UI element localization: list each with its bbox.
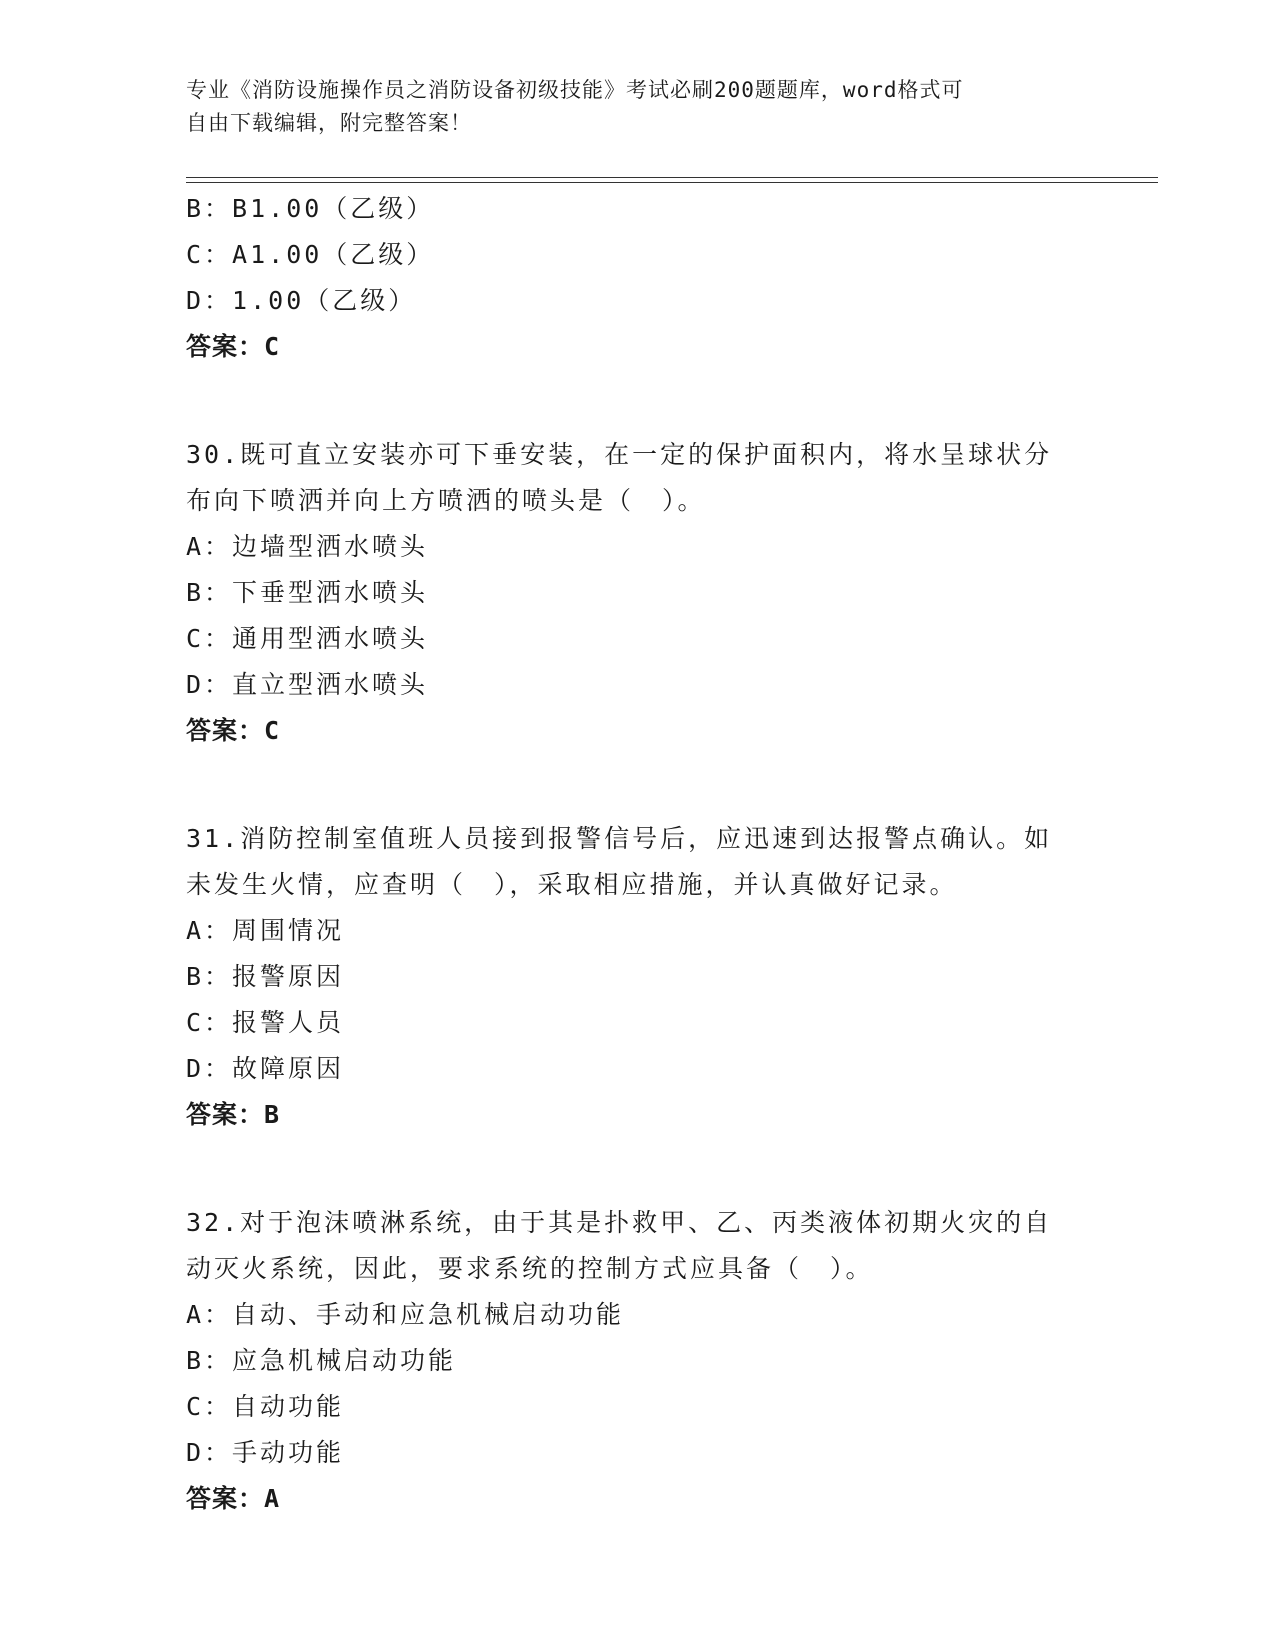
- question-30: [186, 432, 1086, 754]
- option-a: A：自动、手动和应急机械启动功能: [186, 1300, 625, 1329]
- option-c: C：通用型洒水喷头: [186, 624, 429, 653]
- option-d: D：1.00（乙级）: [186, 286, 417, 315]
- option-c: C：A1.00（乙级）: [186, 240, 435, 269]
- question-text: 30.既可直立安装亦可下垂安装，在一定的保护面积内，将水呈球状分布向下喷洒并向上方喷洒的喷头是（ ）。: [186, 440, 1053, 515]
- question-list: [186, 186, 1086, 1522]
- header-divider: [186, 177, 1158, 183]
- answer: 答案：C: [186, 716, 281, 745]
- answer: 答案：B: [186, 1100, 281, 1129]
- header-title-line1: 专业《消防设施操作员之消防设备初级技能》考试必刷200题题库，word格式可: [186, 78, 964, 102]
- question-text: 32.对于泡沫喷淋系统，由于其是扑救甲、乙、丙类液体初期火灾的自动灭火系统，因此，要求系统的控制方式应具备（ ）。: [186, 1208, 1053, 1283]
- option-b: B：应急机械启动功能: [186, 1346, 457, 1375]
- option-a: A：边墙型洒水喷头: [186, 532, 429, 561]
- page-header: [186, 74, 1086, 140]
- answer: 答案：A: [186, 1484, 281, 1513]
- option-d: D：直立型洒水喷头: [186, 670, 429, 699]
- previous-question-tail: [186, 186, 1086, 370]
- header-title-line2: 自由下载编辑，附完整答案！: [186, 111, 472, 135]
- option-b: B：下垂型洒水喷头: [186, 578, 429, 607]
- option-d: D：故障原因: [186, 1054, 345, 1083]
- option-a: A：周围情况: [186, 916, 345, 945]
- question-text: 31.消防控制室值班人员接到报警信号后，应迅速到达报警点确认。如未发生火情，应查明（ ），采取相应措施，并认真做好记录。: [186, 824, 1053, 899]
- question-32: [186, 1200, 1086, 1522]
- option-b: B：报警原因: [186, 962, 345, 991]
- option-c: C：自动功能: [186, 1392, 345, 1421]
- option-b: B：B1.00（乙级）: [186, 194, 435, 223]
- question-31: [186, 816, 1086, 1138]
- answer: 答案：C: [186, 332, 281, 361]
- option-c: C：报警人员: [186, 1008, 345, 1037]
- option-d: D：手动功能: [186, 1438, 345, 1467]
